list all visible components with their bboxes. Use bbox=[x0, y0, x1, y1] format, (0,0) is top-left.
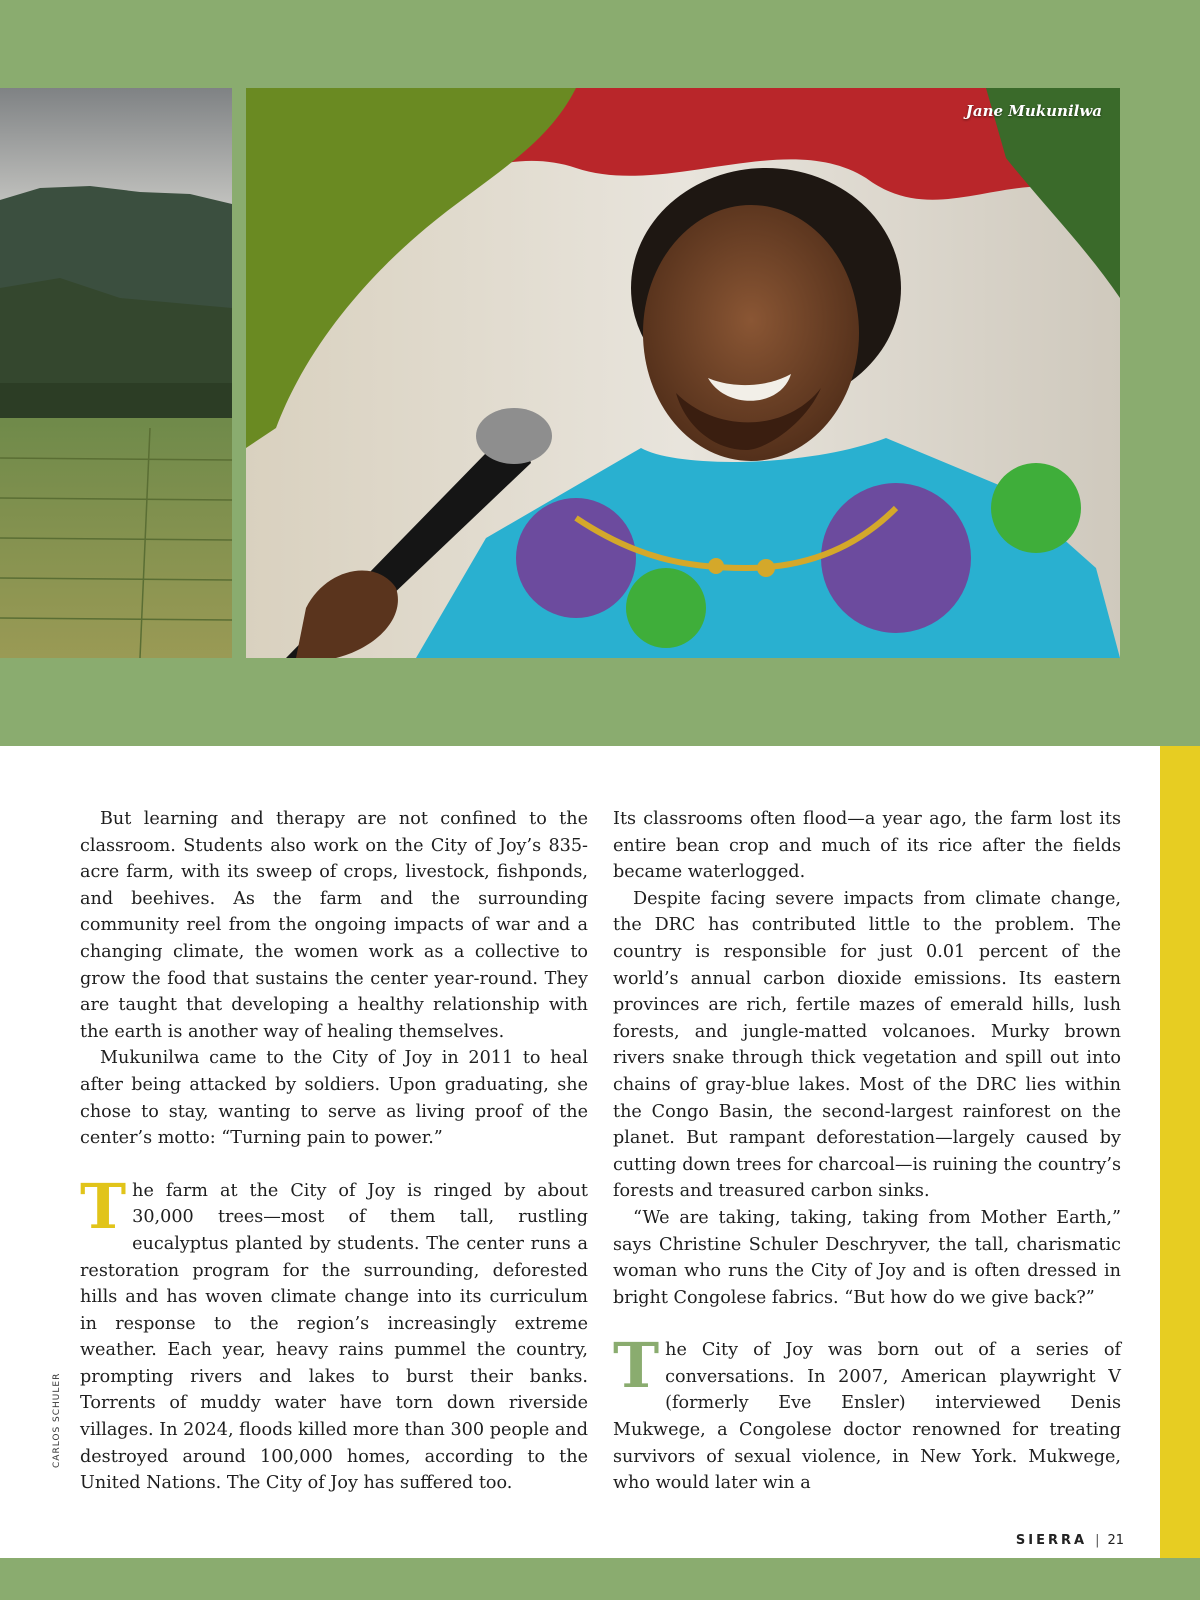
right-column bbox=[613, 806, 1121, 1497]
page-number: 21 bbox=[1107, 1533, 1124, 1548]
left-column bbox=[80, 806, 588, 1497]
paragraph-4: “We are taking, taking, taking from Mother Earth,” says Christine Schuler Deschryver, the tall, charismatic woman who runs the City of Joy and is often dressed in bright Congolese fabrics. “But how do we give back?” bbox=[613, 1207, 1121, 1308]
portrait-photo bbox=[246, 88, 1120, 658]
section-2-paragraph bbox=[613, 1329, 1121, 1497]
portrait-photo-illustration bbox=[246, 88, 1120, 658]
landscape-photo-illustration bbox=[0, 88, 232, 658]
section-1-paragraph bbox=[80, 1169, 588, 1497]
landscape-photo bbox=[0, 88, 232, 658]
paragraph-3: Despite facing severe impacts from climate change, the DRC has contributed little to the problem. The country is responsible for just 0.01 percent of the world’s annual carbon dioxide emissions. Its eastern provinces are rich, fertile mazes of emerald hills, lush forests, and jungle-matted volcanoes. Murky brown rivers snake through thick vegetation and spill out into chains of gray-blue lakes. Most of the DRC lies within the Congo Basin, the second-largest rainforest on the planet. But rampant deforestation—largely caused by cutting down trees for charcoal—is ruining the country’s forests and treasured carbon sinks. bbox=[613, 888, 1121, 1202]
page-folio bbox=[1016, 1533, 1124, 1548]
drop-cap-yellow: T bbox=[80, 1169, 127, 1243]
magazine-name: SIERRA bbox=[1015, 1533, 1088, 1548]
section-1-text: he farm at the City of Joy is ringed by about 30,000 trees—most of them tall, rustling eucalyptus planted by students. The center runs a restoration program for the surrounding, deforested hills and has woven climate change into its curriculum in response to the region’s increasingly extreme weather. Each year, heavy rains pummel the country, prompting rivers and lakes to burst their banks. Torrents of muddy water have torn down riverside villages. In 2024, floods killed more than 300 people and destroyed around 100,000 homes, according to the United Nations. The City of Joy has suffered too. bbox=[80, 1180, 588, 1494]
photo-credit: CARLOS SCHULER bbox=[52, 1372, 62, 1468]
photo-caption: Jane Mukunilwa bbox=[965, 102, 1102, 120]
drop-cap-green: T bbox=[613, 1329, 660, 1403]
paragraph-continued: Its classrooms often flood—a year ago, the farm lost its entire bean crop and much of its rice after the fields became waterlogged. bbox=[613, 809, 1121, 883]
paragraph-1: But learning and therapy are not confined to the classroom. Students also work on the City of Joy’s 835-acre farm, with its sweep of crops, livestock, fishponds, and beehives. As the farm and the surrounding community reel from the ongoing impacts of war and a changing climate, the women work as a collective to grow the food that sustains the center year-round. They are taught that developing a healthy relationship with the earth is another way of healing themselves. bbox=[80, 809, 588, 1042]
bottom-color-band bbox=[0, 1558, 1200, 1600]
folio-separator: | bbox=[1095, 1533, 1100, 1548]
paragraph-2: Mukunilwa came to the City of Joy in 2011 to heal after being attacked by soldiers. Upon graduating, she chose to stay, wanting to serve as living proof of the center’s motto: “Turning pain to power.” bbox=[80, 1048, 588, 1149]
section-2-text: he City of Joy was born out of a series of conversations. In 2007, American playwright V (formerly Eve Ensler) interviewed Denis Mukwege, a Congolese doctor renowned for treating survivors of sexual violence, in New York. Mukwege, who would later win a bbox=[613, 1340, 1121, 1494]
yellow-accent-bar bbox=[1160, 746, 1200, 1558]
